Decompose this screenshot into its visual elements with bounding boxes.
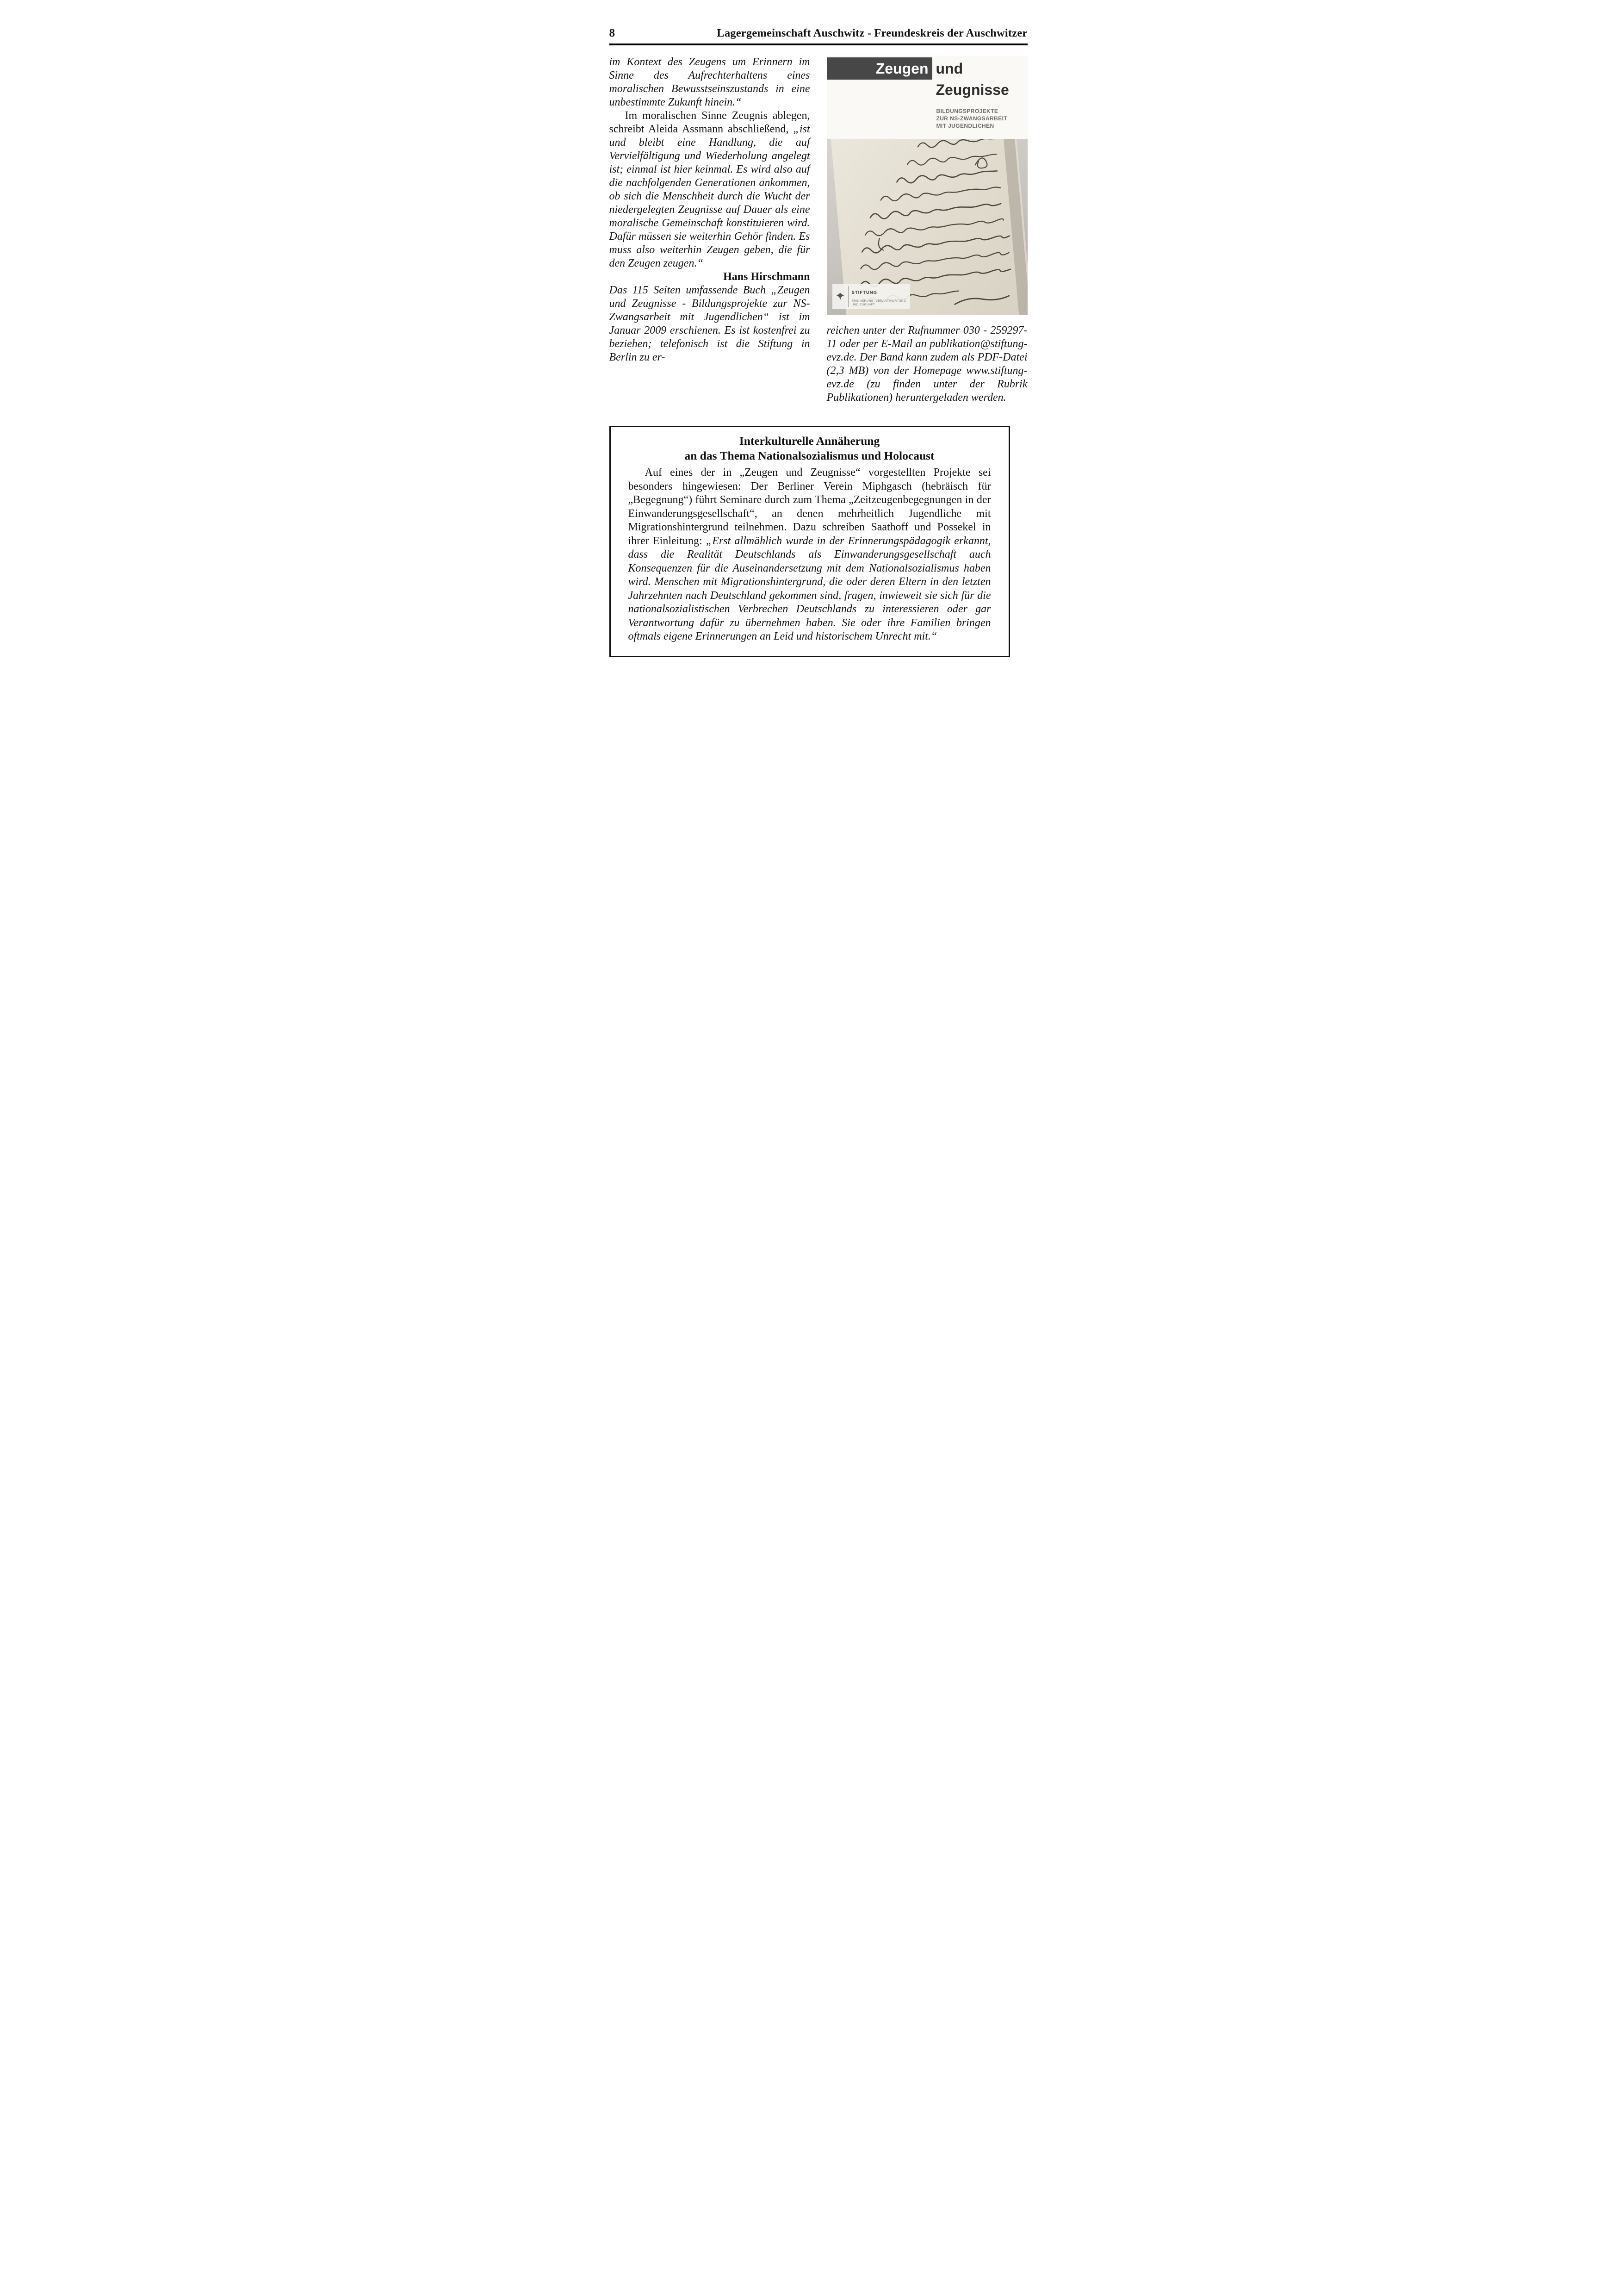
paragraph-assmann-lead: Im moralischen Sinne Zeugnis ablegen, schreibt Aleida Assmann abschließend, bbox=[609, 110, 810, 135]
book-cover-title-word1: Zeugen bbox=[875, 60, 929, 77]
stiftung-logo bbox=[832, 284, 911, 309]
two-column-body bbox=[609, 56, 1028, 404]
info-box-body-quote: „Erst allmählich wurde in der Erinnerungspädagogik erkannt, dass die Realität Deutschlands als Einwanderungsgesellschaft auch Konsequenzen für die Auseinandersetzung mit dem Nationalsozialismus haben wird. Menschen mit Migrationshintergrund, die oder deren Eltern in den letzten Jahrzehnten nach Deutschland gekommen sind, fragen, inwieweit sie sich für die nationalsozialistischen Verbrechen Deutschlands zu interessieren oder gar Verantwortung dafür zu übernehmen haben. Sie oder ihre Familien bringen oftmals eigene Erinnerungen an Leid und historischem Unrecht mit.“ bbox=[628, 535, 991, 642]
header-title: Lagergemeinschaft Auschwitz - Freundeskreis der Auschwitzer bbox=[717, 27, 1028, 39]
info-box-body bbox=[628, 466, 991, 644]
logo-divider bbox=[848, 286, 849, 307]
info-box-body-lead: Auf eines der in „Zeugen und Zeugnisse“ vorgestellten Projekte sei besonders hingewiesen: Der Berliner Verein Miphgasch (hebräisch für „Begegnung“) führt Seminare durch zum Thema „Zeitzeugenbegegnungen in der Einwanderungsgesellschaft“, an denen mehrheitlich Jugendliche mit Migrationshintergrund teilnehmen. Dazu schreiben Saathoff und Possekel in ihrer Einleitung: bbox=[628, 467, 991, 547]
right-column bbox=[827, 56, 1028, 404]
book-cover-title-word3: Zeugnisse bbox=[936, 81, 1009, 98]
book-cover bbox=[827, 56, 1028, 315]
book-cover-subtitle-line3: MIT JUGENDLICHEN bbox=[936, 123, 994, 129]
stiftung-logo-text bbox=[852, 286, 906, 307]
book-cover-subtitle-line2: ZUR NS-ZWANGSARBEIT bbox=[936, 115, 1008, 122]
book-cover-subtitle bbox=[936, 107, 1008, 130]
paragraph-assmann bbox=[609, 109, 810, 270]
book-cover-title-word2: und bbox=[936, 60, 963, 77]
stiftung-logo-line2: ERINNERUNG, VERANTWORTUNG bbox=[851, 299, 906, 303]
page-header bbox=[609, 27, 1028, 45]
info-box-title bbox=[628, 434, 991, 463]
book-cover-header bbox=[827, 56, 1028, 139]
page-number: 8 bbox=[609, 27, 615, 39]
eagle-icon bbox=[836, 292, 845, 301]
info-box bbox=[609, 426, 1010, 657]
document-page bbox=[555, 0, 1064, 722]
paragraph-book-info: Das 115 Seiten umfassende Buch „Zeugen und Zeugnisse - Bildungsprojekte zur NS-Zwangsarbeit mit Jugendlichen“ ist im Januar 2009 erschienen. Es ist kostenfrei zu beziehen; telefonisch ist die Stiftung in Berlin zu er- bbox=[609, 284, 810, 363]
info-box-title-line1: Interkulturelle Annäherung bbox=[739, 434, 880, 448]
handwriting-photo bbox=[827, 139, 1028, 315]
book-cover-title-band bbox=[827, 57, 932, 80]
paragraph-assmann-quote: „ist und bleibt eine Handlung, die auf Vervielfältigung und Wiederholung angelegt ist; einmal ist hier keinmal. Es wird also auf die nachfolgenden Generationen ankommen, ob sich die Menschheit durch die Wucht der niedergelegten Zeugnisse auf Dauer als eine moralische Gemeinschaft konstituieren wird. Dafür müssen sie weiterhin Gehör finden. Es muss also weiterhin Zeugen geben, die für den Zeugen zeugen.“ bbox=[609, 123, 810, 269]
paragraph-quote-context: im Kontext des Zeugens um Erinnern im Sinne des Aufrechterhaltens eines moralischen Bewusstseinszustands in eine unbestimmte Zukunft hinein.“ bbox=[609, 56, 810, 108]
stiftung-logo-name: STIFTUNG bbox=[851, 290, 877, 295]
left-column bbox=[609, 56, 810, 404]
stiftung-logo-line3: UND ZUKUNFT bbox=[851, 303, 875, 306]
book-cover-subtitle-line1: BILDUNGSPROJEKTE bbox=[936, 108, 998, 114]
info-box-title-line2: an das Thema Nationalsozialismus und Holocaust bbox=[684, 449, 935, 462]
author-name: Hans Hirschmann bbox=[723, 271, 810, 283]
paragraph-contact-continuation: reichen unter der Rufnummer 030 - 259297-11 oder per E-Mail an publikation@stiftung-evz.de. Der Band kann zudem als PDF-Datei (2,3 MB) von der Homepage www.stiftung-evz.de (zu finden unter der Rubrik Publikationen) heruntergeladen werden. bbox=[826, 324, 1028, 404]
